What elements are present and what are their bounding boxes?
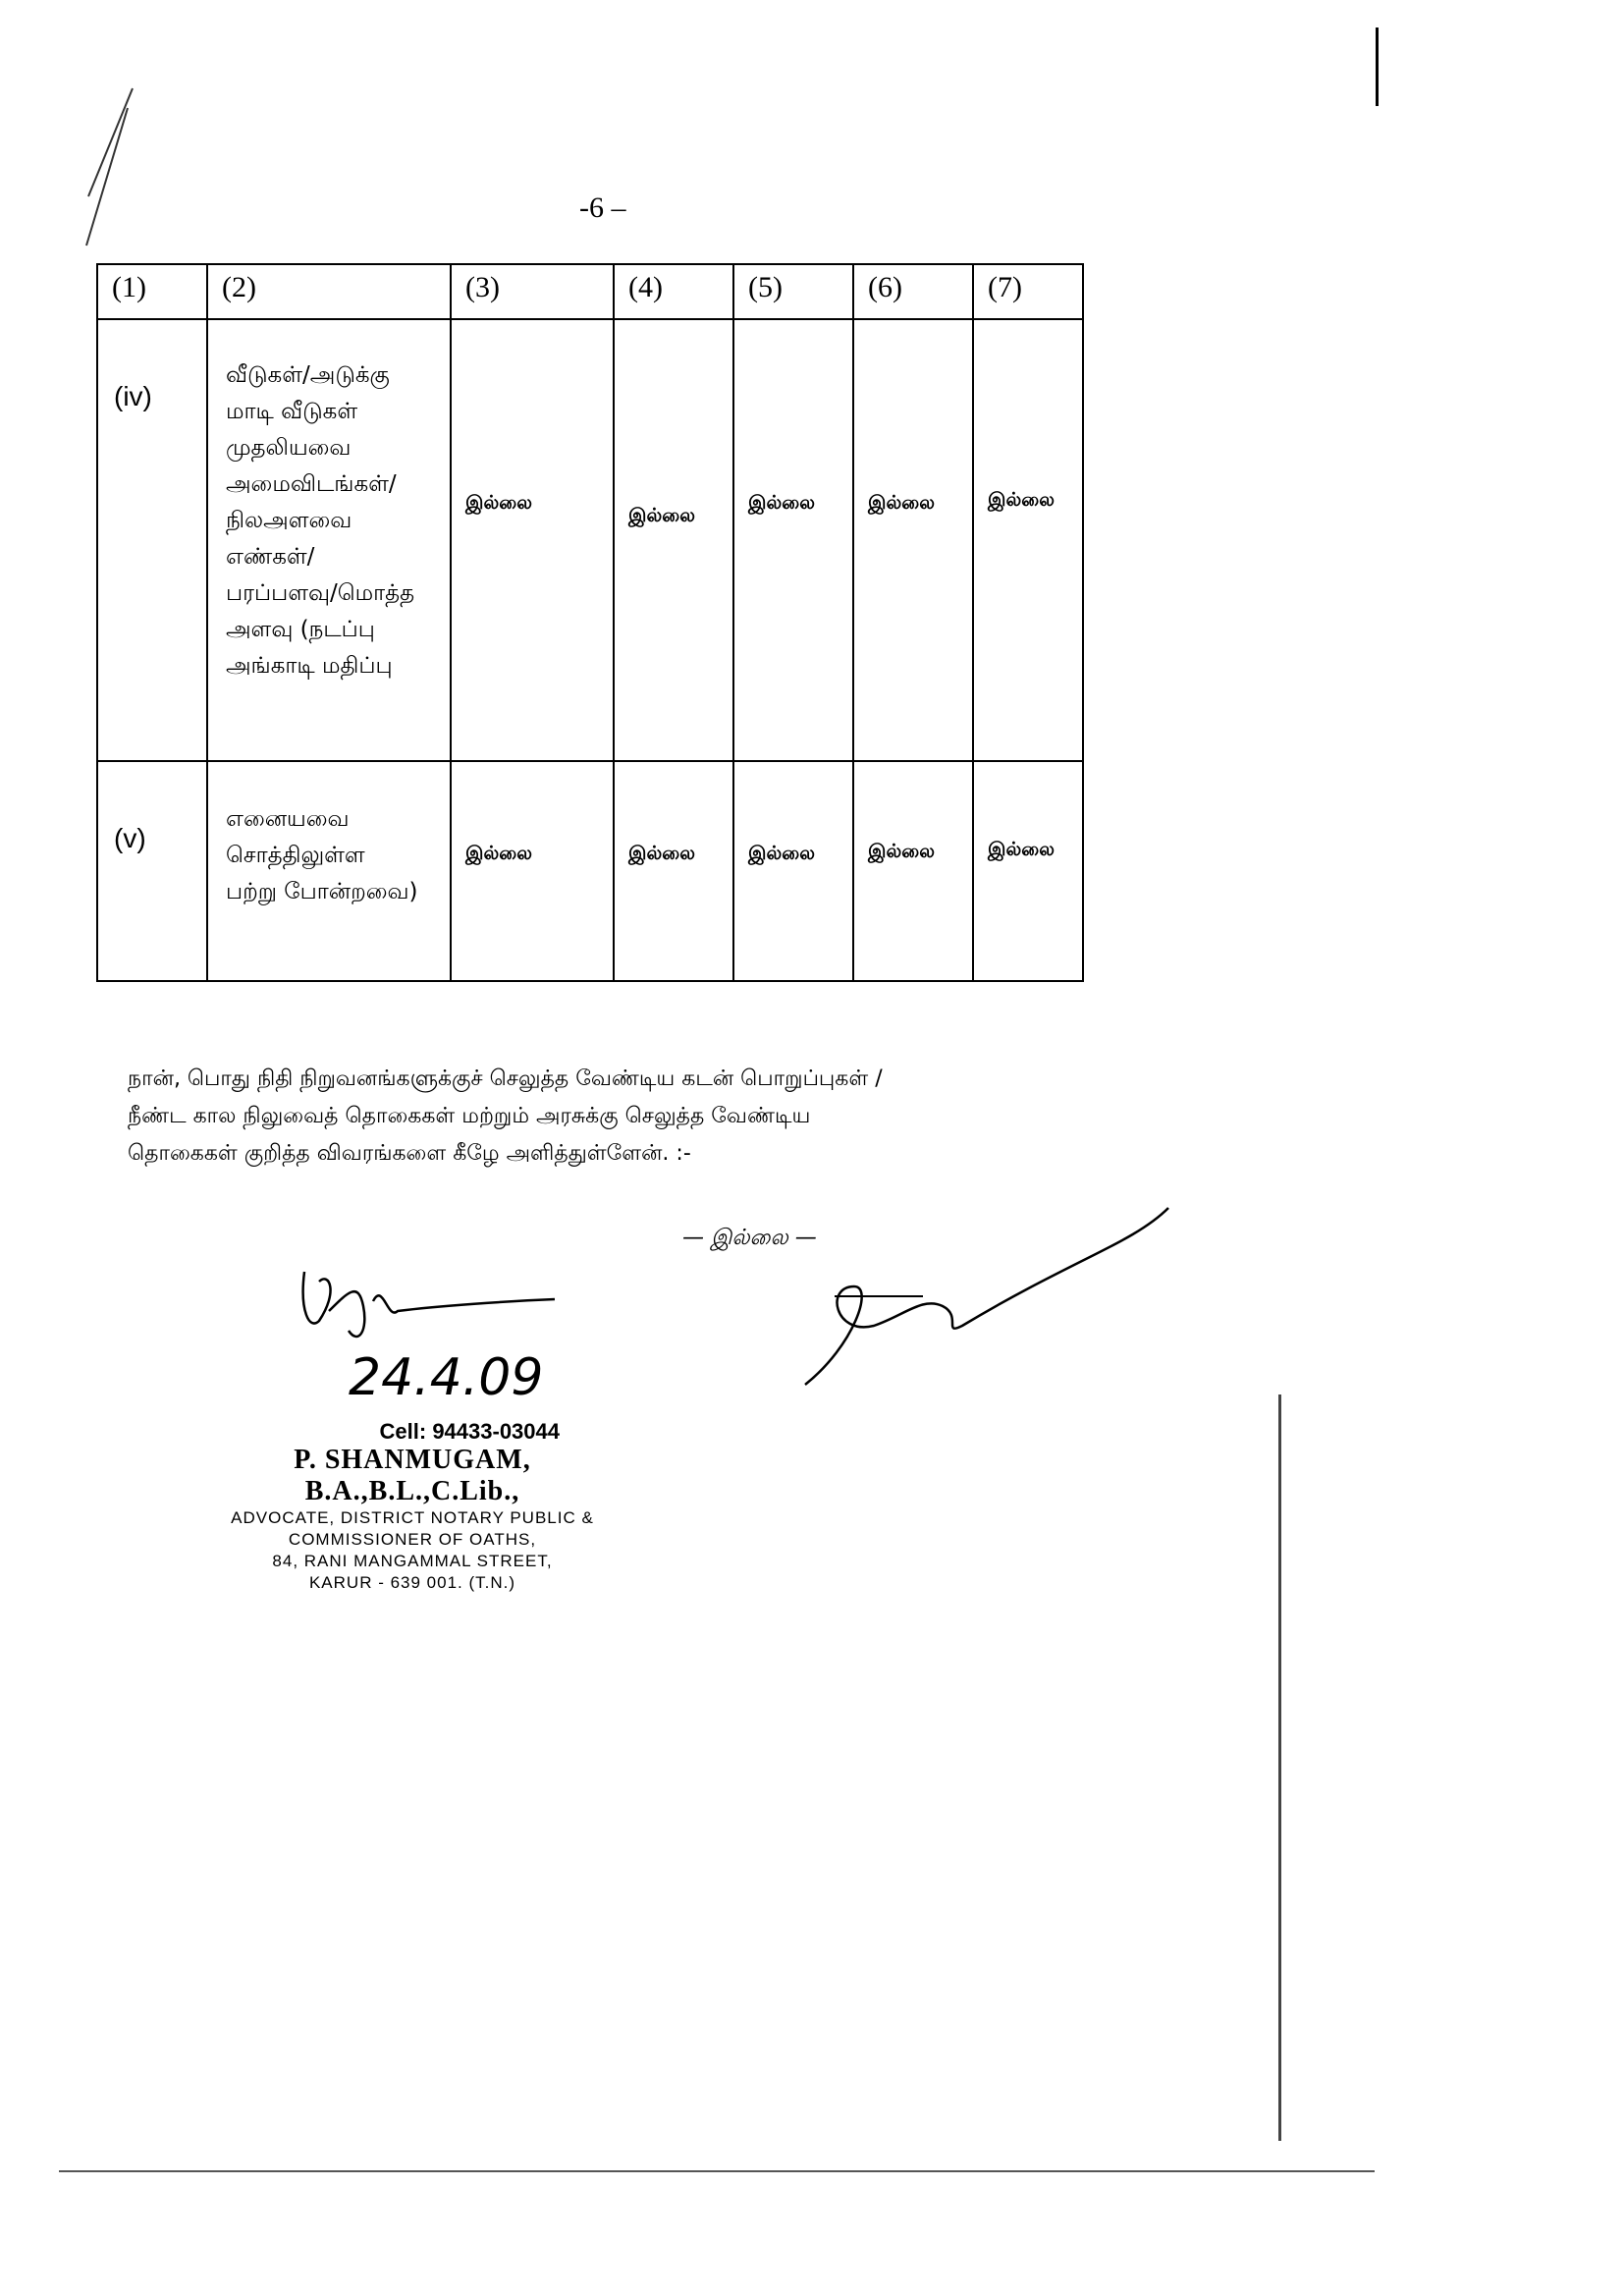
value-cell	[614, 319, 733, 761]
signature-date: 24.4.09	[349, 1348, 544, 1407]
description-cell	[207, 319, 451, 761]
row-description: வீடுகள்/அடுக்கு மாடி வீடுகள் முதலியவை அமைவிடங்கள்/ நிலஅளவை எண்கள்/ பரப்பளவு/மொத்த அளவு (நடப்பு அங்காடி மதிப்பு	[226, 362, 415, 679]
header-cell: (2)	[207, 264, 451, 319]
value-cell	[853, 761, 973, 981]
header-cell: (6)	[853, 264, 973, 319]
value-cell	[614, 761, 733, 981]
declaration-paragraph: நான், பொது நிதி நிறுவனங்களுக்குச் செலுத்த வேண்டிய கடன் பொறுப்புகள் / நீண்ட கால நிலுவைத் தொகைகள் மற்றும் அரசுக்கு செலுத்த வேண்டிய தொகைகள் குறித்த விவரங்களை கீழே அளித்துள்ளேன். :-	[128, 1066, 883, 1166]
value-cell	[973, 319, 1083, 761]
value-cell	[973, 761, 1083, 981]
deponent-signature	[795, 1198, 1178, 1394]
stamp-designation: ADVOCATE, DISTRICT NOTARY PUBLIC &	[231, 1508, 594, 1527]
row-value: இல்லை	[628, 505, 696, 526]
page-number: -6 –	[579, 191, 626, 224]
handwritten-note: — இல்லை —	[682, 1226, 817, 1250]
value-cell	[733, 319, 853, 761]
row-value: இல்லை	[628, 843, 696, 864]
table-row	[97, 761, 1083, 981]
header-cell: (5)	[733, 264, 853, 319]
notary-signature	[290, 1252, 604, 1409]
row-value: இல்லை	[748, 843, 816, 864]
description-cell	[207, 761, 451, 981]
asset-table	[96, 263, 1084, 982]
table-header-row	[97, 264, 1083, 319]
notary-stamp	[196, 1419, 628, 1594]
row-value: இல்லை	[988, 839, 1056, 860]
value-cell	[451, 319, 614, 761]
stamp-cell-number: Cell: 94433-03044	[379, 1419, 560, 1444]
row-value: இல்லை	[868, 492, 936, 514]
bottom-rule	[59, 2170, 1375, 2172]
table-row	[97, 319, 1083, 761]
header-cell: (7)	[973, 264, 1083, 319]
header-cell: (1)	[97, 264, 207, 319]
stamp-name: P. SHANMUGAM, B.A.,B.L.,C.Lib.,	[294, 1445, 531, 1506]
right-edge-line	[1278, 1394, 1281, 2141]
stamp-designation: COMMISSIONER OF OATHS,	[288, 1530, 537, 1549]
value-cell	[733, 761, 853, 981]
stamp-address: KARUR - 639 001. (T.N.)	[308, 1573, 516, 1592]
row-value: இல்லை	[748, 492, 816, 514]
row-value: இல்லை	[988, 489, 1056, 511]
row-number-cell	[97, 761, 207, 981]
row-value: இல்லை	[465, 492, 533, 514]
margin-pen-stroke	[39, 79, 157, 255]
row-number: (v)	[114, 823, 146, 853]
row-number: (iv)	[114, 381, 152, 411]
header-cell: (3)	[451, 264, 614, 319]
stamp-address: 84, RANI MANGAMMAL STREET,	[272, 1552, 553, 1570]
row-number-cell	[97, 319, 207, 761]
row-value: இல்லை	[868, 841, 936, 862]
row-description: எனையவை சொத்திலுள்ள பற்று போன்றவை)	[226, 806, 418, 904]
right-margin-mark	[1376, 27, 1379, 106]
header-cell: (4)	[614, 264, 733, 319]
value-cell	[853, 319, 973, 761]
row-value: இல்லை	[465, 843, 533, 864]
value-cell	[451, 761, 614, 981]
